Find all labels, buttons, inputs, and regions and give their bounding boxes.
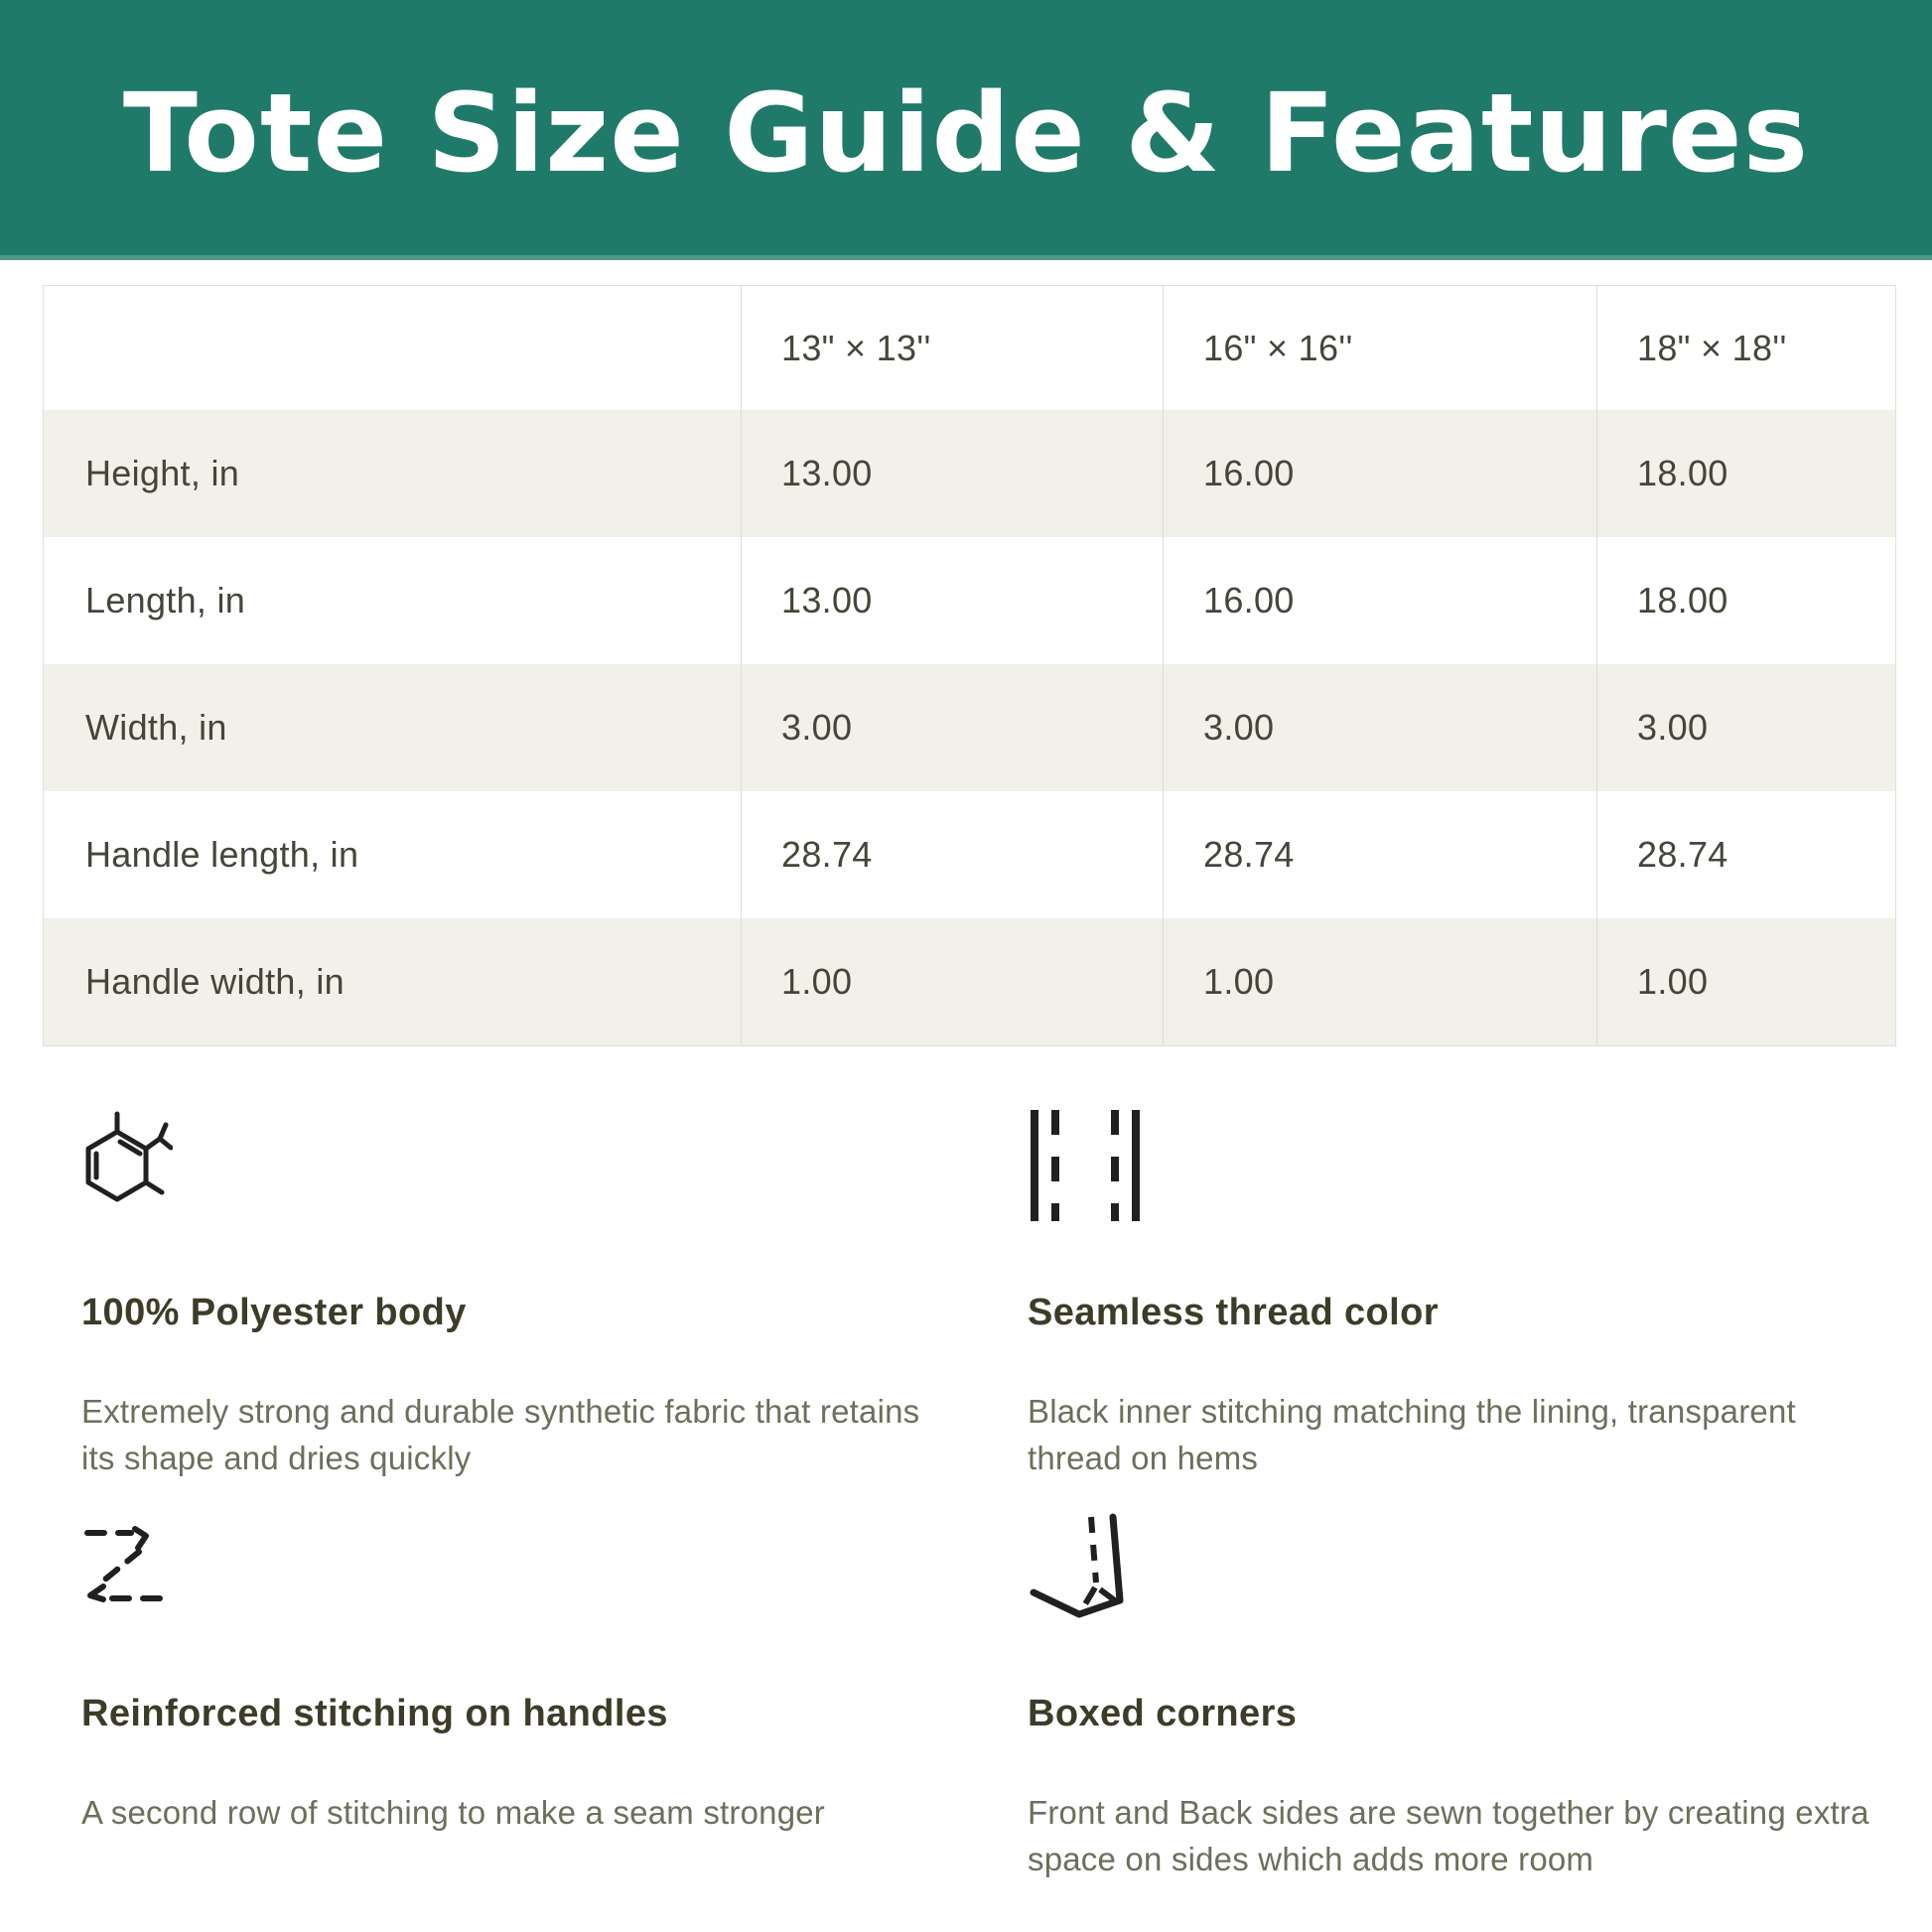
row-label: Handle length, in	[85, 834, 359, 875]
size-table	[43, 285, 1896, 1046]
feature-description-line: Black inner stitching matching the lining, transparent	[1028, 1393, 1796, 1430]
feature-description	[81, 1388, 980, 1481]
zigzag-stitch-icon	[81, 1509, 1028, 1633]
feature-title: Seamless thread color	[1028, 1292, 1439, 1333]
feature-title: 100% Polyester body	[81, 1292, 467, 1333]
table-corner-cell	[44, 286, 741, 410]
row-label: Height, in	[85, 453, 240, 493]
column-header-18x18: 18" × 18''	[1596, 286, 1895, 410]
cell-value: 1.00	[741, 918, 1163, 1045]
hexagon-polymer-icon	[81, 1108, 1028, 1232]
feature-boxed-corners	[1028, 1509, 1892, 1882]
cell-value: 28.74	[1163, 791, 1596, 918]
feature-description-line: Extremely strong and durable synthetic fabric that retains	[81, 1393, 920, 1430]
cell-value: 3.00	[1596, 664, 1895, 791]
column-header-16x16: 16" × 16''	[1163, 286, 1596, 410]
feature-description-line: thread on hems	[1028, 1440, 1259, 1476]
row-label: Handle width, in	[85, 961, 345, 1002]
feature-description	[1028, 1789, 1892, 1882]
cell-value: 13.00	[741, 537, 1163, 664]
table-row-width	[44, 664, 1895, 791]
row-label: Length, in	[85, 580, 246, 621]
feature-description-line: its shape and dries quickly	[81, 1440, 472, 1476]
table-row-handle-width	[44, 918, 1895, 1045]
row-label: Width, in	[85, 707, 227, 748]
features-grid	[81, 1108, 1892, 1882]
feature-title: Boxed corners	[1028, 1693, 1298, 1734]
cell-value: 1.00	[1163, 918, 1596, 1045]
cell-value: 16.00	[1163, 537, 1596, 664]
feature-description-line: A second row of stitching to make a seam stronger	[81, 1794, 825, 1831]
feature-polyester-body	[81, 1108, 1028, 1481]
cell-value: 3.00	[741, 664, 1163, 791]
cell-value: 18.00	[1596, 537, 1895, 664]
cell-value: 1.00	[1596, 918, 1895, 1045]
feature-reinforced-stitching	[81, 1509, 1028, 1882]
cell-value: 28.74	[1596, 791, 1895, 918]
stitch-lines-icon	[1028, 1108, 1892, 1232]
cell-value: 18.00	[1596, 410, 1895, 537]
feature-description	[81, 1789, 980, 1836]
feature-description	[1028, 1388, 1892, 1481]
header-banner	[0, 0, 1932, 260]
feature-title: Reinforced stitching on handles	[81, 1693, 668, 1734]
feature-description-line: Front and Back sides are sewn together by creating extra	[1028, 1794, 1869, 1831]
boxed-corner-icon	[1028, 1509, 1892, 1633]
feature-description-line: space on sides which adds more room	[1028, 1841, 1594, 1877]
cell-value: 28.74	[741, 791, 1163, 918]
column-header-13x13: 13" × 13''	[741, 286, 1163, 410]
cell-value: 3.00	[1163, 664, 1596, 791]
table-row-length	[44, 537, 1895, 664]
table-row-handle-length	[44, 791, 1895, 918]
table-row-height	[44, 410, 1895, 537]
cell-value: 16.00	[1163, 410, 1596, 537]
cell-value: 13.00	[741, 410, 1163, 537]
table-header-row	[44, 286, 1895, 410]
page-title: Tote Size Guide & Features	[122, 69, 1810, 197]
feature-seamless-thread	[1028, 1108, 1892, 1481]
